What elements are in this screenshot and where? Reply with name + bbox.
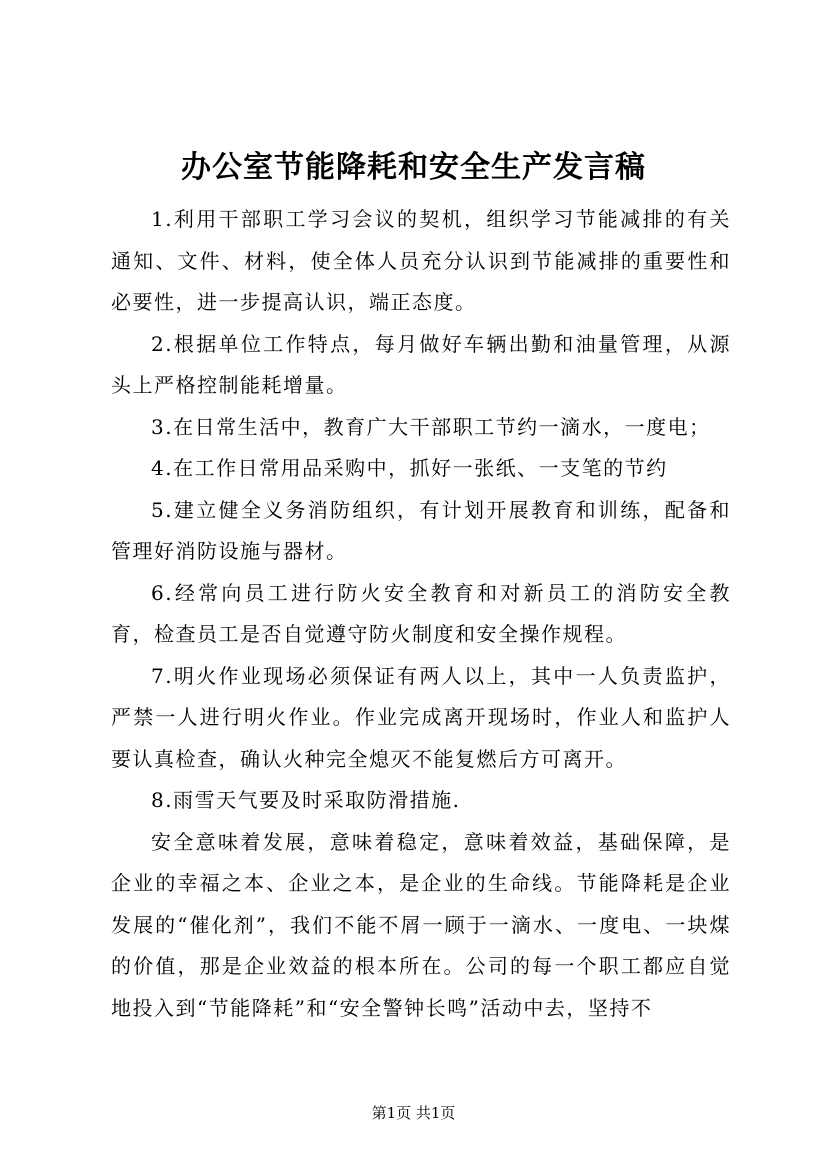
document-title: 办公室节能降耗和安全生产发言稿	[181, 150, 646, 185]
paragraph-3: 3.在日常生活中，教育广大干部职工节约一滴水，一度电；	[151, 414, 711, 439]
paragraph-9: 安全意味着发展，意味着稳定，意味着效益，基础保障，是企业的幸福之本、企业之本，是企业的生命线。节能降耗是企业发展的“催化剂”，我们不能不屑一顾于一滴水、一度电、一块煤的价值，那是企业效益的根本所在。公司的每一个职工都应自觉地投入到“节能降耗”和“安全警钟长鸣”活动中去，坚持不	[111, 829, 731, 1020]
paragraph-4: 4.在工作日常用品采购中，抓好一张纸、一支笔的节约	[151, 456, 668, 480]
paragraph-6: 6.经常向员工进行防火安全教育和对新员工的消防安全教育，检查员工是否自觉遵守防火制度和安全操作规程。	[111, 580, 731, 646]
paragraph-7: 7.明火作业现场必须保证有两人以上，其中一人负责监护，严禁一人进行明火作业。作业完成离开现场时，作业人和监护人要认真检查，确认火种完全熄灭不能复燃后方可离开。	[111, 663, 731, 771]
paragraph-8: 8.雨雪天气要及时采取防滑措施.	[151, 788, 461, 812]
document-body	[111, 199, 731, 1029]
paragraph-1: 1.利用干部职工学习会议的契机，组织学习节能减排的有关通知、文件、材料，使全体人员充分认识到节能减排的重要性和必要性，进一步提高认识，端正态度。	[111, 207, 731, 314]
paragraph-5: 5.建立健全义务消防组织，有计划开展教育和训练，配备和管理好消防设施与器材。	[111, 497, 731, 563]
page-footer: 第1页 共1页	[371, 1104, 456, 1122]
paragraph-2: 2.根据单位工作特点，每月做好车辆出勤和油量管理，从源头上严格控制能耗增量。	[111, 331, 731, 397]
